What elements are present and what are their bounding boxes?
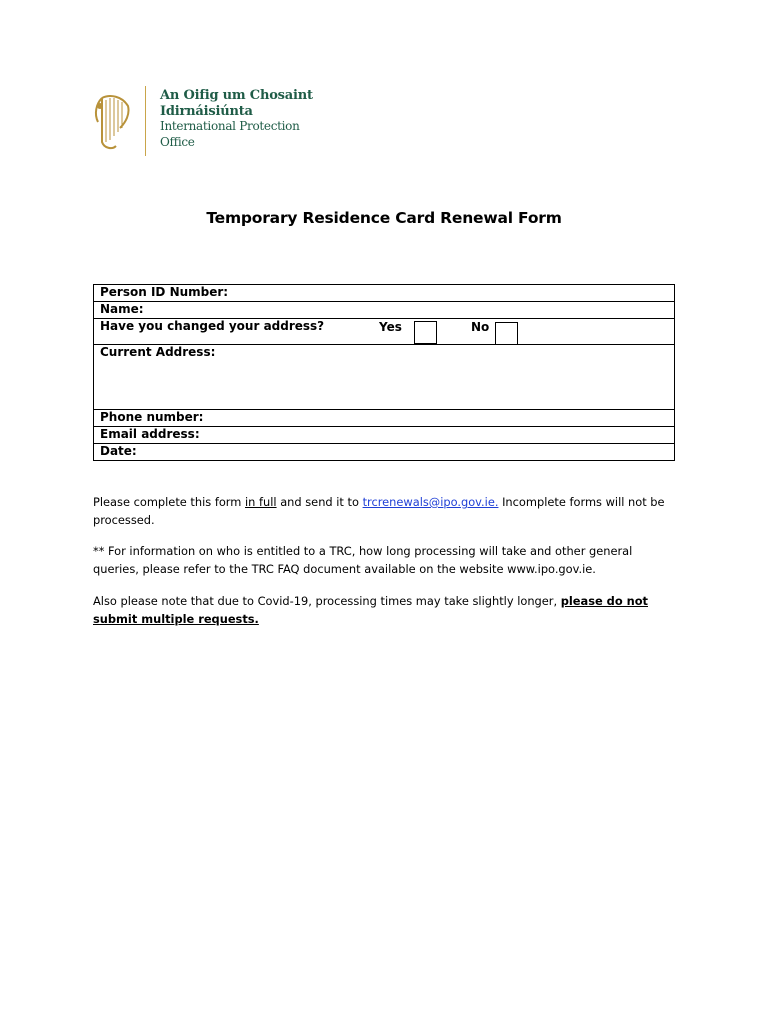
name-label: Name:: [100, 302, 144, 316]
person-id-field[interactable]: [94, 285, 675, 302]
logo-divider: [145, 86, 146, 156]
page-title: Temporary Residence Card Renewal Form: [206, 209, 562, 227]
email-label: Email address:: [100, 427, 200, 441]
address-change-row: [94, 319, 675, 345]
instruction-paragraph-2: ** For information on who is entitled to a TRC, how long processing will take and other general queries, please refer to the TRC FAQ document available on the website www.ipo.gov.ie.: [93, 544, 633, 576]
table-row: [94, 444, 675, 461]
p1-text-1: Please complete this form: [93, 495, 245, 509]
instruction-paragraph-3: [93, 592, 677, 628]
logo-english-line2: Office: [160, 134, 195, 149]
table-row: [94, 285, 675, 302]
no-checkbox[interactable]: [495, 322, 518, 345]
logo-irish-line1: An Oifig um Chosaint: [160, 88, 313, 103]
current-address-field[interactable]: [94, 345, 675, 410]
renewal-email-link[interactable]: trcrenewals@ipo.gov.ie.: [362, 495, 499, 509]
no-label: No: [471, 320, 490, 334]
logo-text: [160, 88, 313, 150]
date-label: Date:: [100, 444, 137, 458]
table-row: [94, 410, 675, 427]
table-row: [94, 319, 675, 345]
harp-icon: [92, 92, 132, 152]
phone-field[interactable]: [94, 410, 675, 427]
table-row: [94, 427, 675, 444]
phone-label: Phone number:: [100, 410, 204, 424]
p1-emphasis: in full: [245, 495, 277, 509]
person-id-label: Person ID Number:: [100, 285, 229, 299]
p3-emphasis: please do not submit multiple requests.: [93, 594, 648, 626]
yes-checkbox[interactable]: [414, 321, 437, 344]
p1-text-3: Incomplete forms will not be processed.: [93, 495, 665, 527]
renewal-form-table: [93, 284, 675, 461]
date-field[interactable]: [94, 444, 675, 461]
table-row: [94, 345, 675, 410]
table-row: [94, 302, 675, 319]
p3-text: Also please note that due to Covid-19, processing times may take slightly longer,: [93, 594, 561, 608]
p1-text-2: and send it to: [276, 495, 363, 509]
address-change-label: Have you changed your address?: [100, 319, 325, 333]
instruction-paragraph-1: [93, 493, 677, 529]
current-address-label: Current Address:: [100, 345, 216, 359]
logo-english-line1: International Protection: [160, 119, 300, 133]
ipo-logo: [92, 86, 332, 158]
logo-irish-line2: Idirnáisiúnta: [160, 103, 253, 119]
name-field[interactable]: [94, 302, 675, 319]
yes-label: Yes: [379, 320, 402, 334]
email-field[interactable]: [94, 427, 675, 444]
